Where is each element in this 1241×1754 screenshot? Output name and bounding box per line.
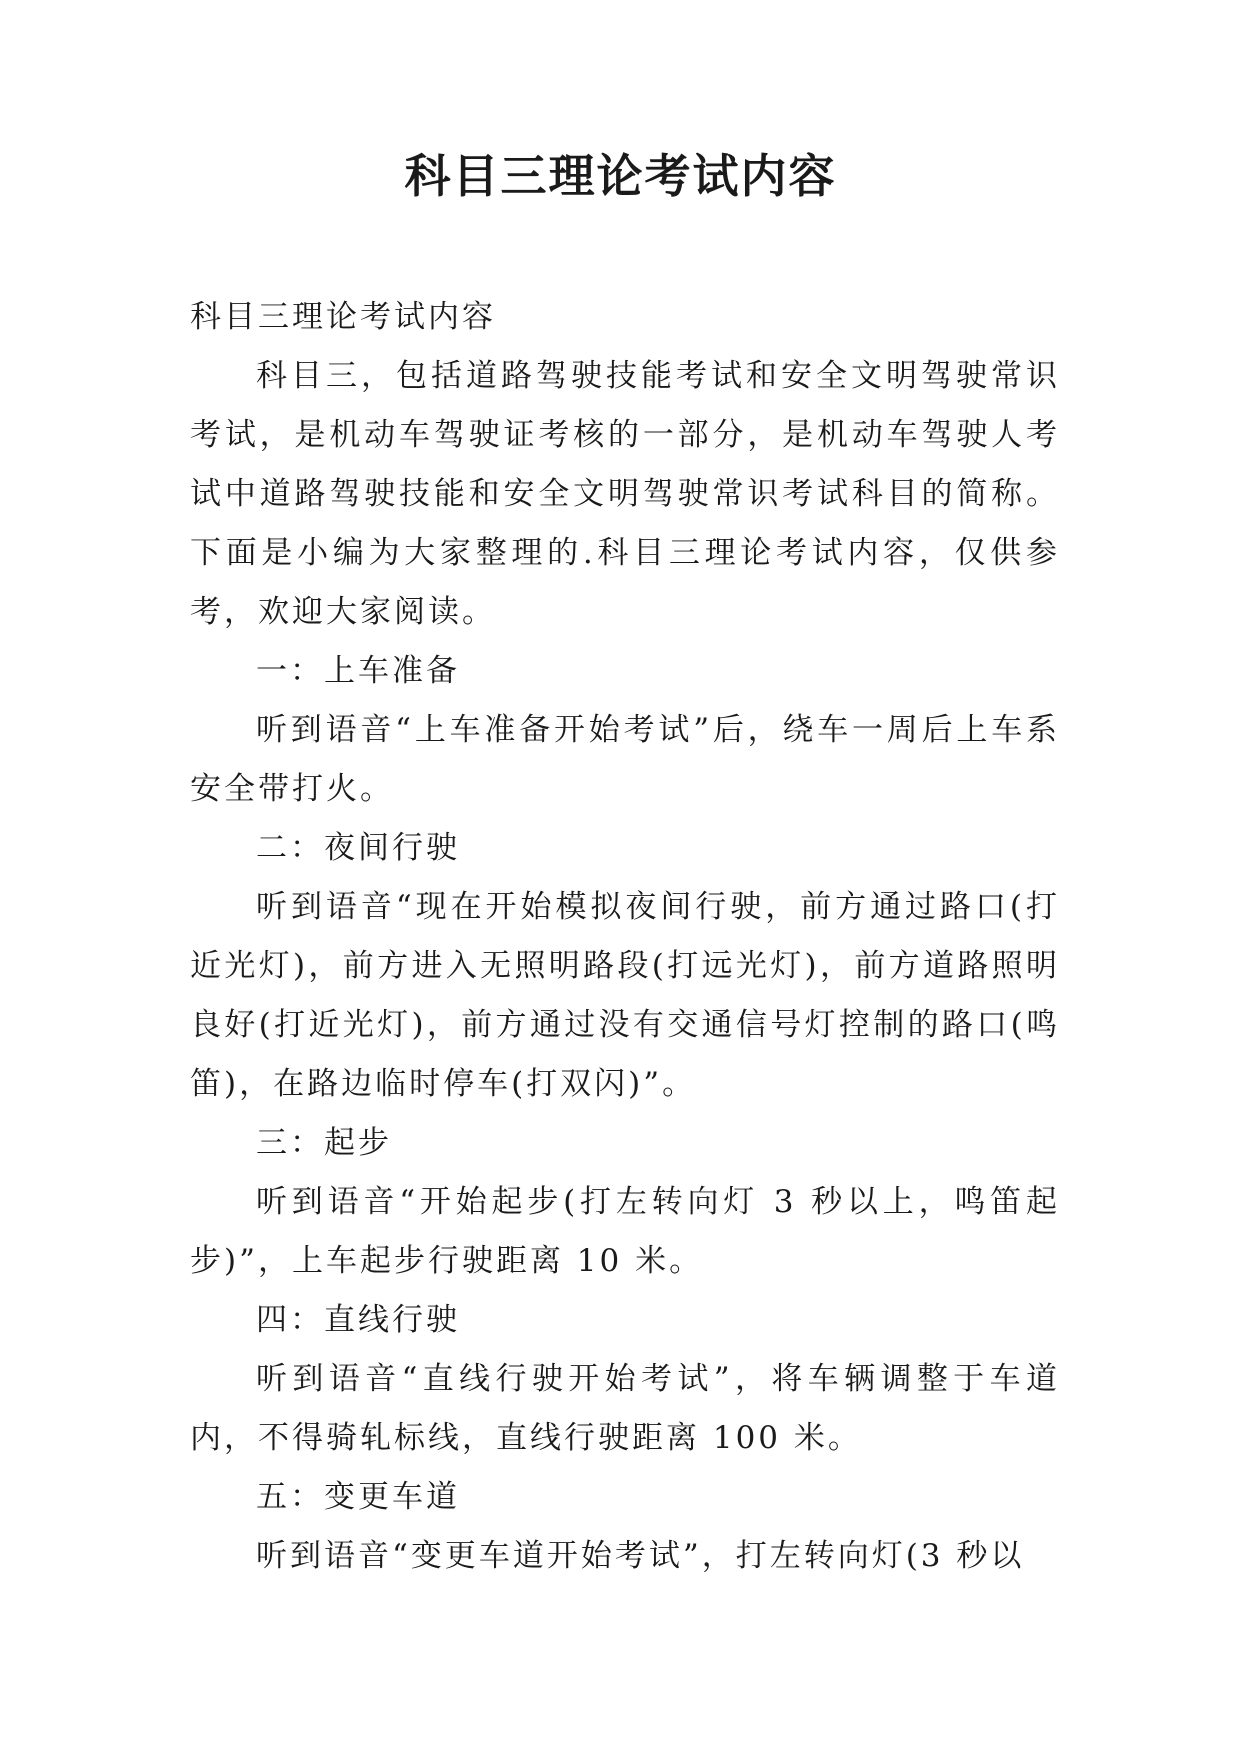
paragraph: 听到语音“变更车道开始考试”，打左转向灯(3 秒以 [256,1538,1025,1574]
document-title: 科目三理论考试内容 [404,149,837,203]
paragraph: 听到语音“开始起步(打左转向灯 3 秒以上，鸣笛起步)”，上车起步行驶距离 10 米。 [190,1184,1060,1279]
paragraph: 科目三理论考试内容 [190,299,496,335]
paragraph: 听到语音“现在开始模拟夜间行驶，前方通过路口(打近光灯)，前方进入无照明路段(打远光灯)，前方道路照明良好(打近光灯)，前方通过没有交通信号灯控制的路口(鸣笛)，在路边临时停车(打双闪)”。 [190,889,1060,1102]
document-body [190,288,1060,1586]
paragraph: 听到语音“上车准备开始考试”后，绕车一周后上车系安全带打火。 [190,712,1060,807]
paragraph: 一：上车准备 [256,653,460,689]
paragraph: 五：变更车道 [256,1479,460,1515]
paragraph: 三：起步 [256,1125,392,1161]
paragraph: 四：直线行驶 [256,1302,460,1338]
paragraph: 二：夜间行驶 [256,830,460,866]
paragraph: 听到语音“直线行驶开始考试”，将车辆调整于车道内，不得骑轧标线，直线行驶距离 100 米。 [190,1361,1060,1456]
paragraph: 科目三，包括道路驾驶技能考试和安全文明驾驶常识考试，是机动车驾驶证考核的一部分，是机动车驾驶人考试中道路驾驶技能和安全文明驾驶常识考试科目的简称。下面是小编为大家整理的.科目三理论考试内容，仅供参考，欢迎大家阅读。 [190,358,1060,630]
